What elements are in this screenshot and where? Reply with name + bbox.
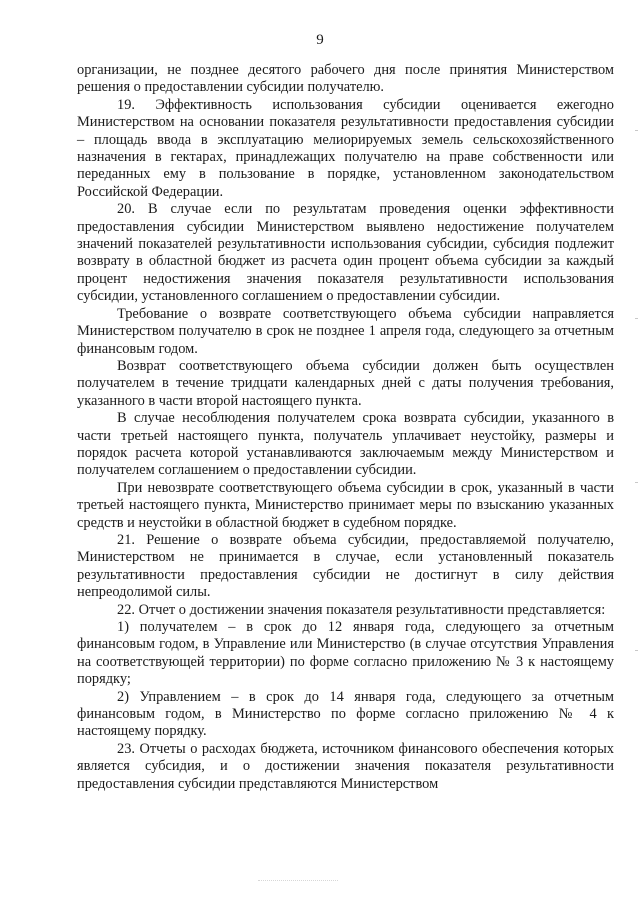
paragraph: 23. Отчеты о расходах бюджета, источником финансового обеспечения которых является субсидия, и о достижении значения показателя результативности предоставления субсидии представляются Министерством (77, 740, 614, 792)
scan-mark (635, 130, 638, 131)
footer-scan-mark (258, 880, 338, 883)
paragraph: В случае несоблюдения получателем срока возврата субсидии, указанного в части третьей настоящего пункта, получатель уплачивает неустойку, размеры и порядок расчета которой устанавливаются заключаемым между Министерством и получателем соглашением о предоставлении субсидии. (77, 410, 614, 479)
scan-mark (635, 482, 638, 483)
paragraph: 20. В случае если по результатам проведения оценки эффективности предоставления субсидии Министерством выявлено недостижение получателем значений показателей результативности использования субсидии, субсидия подлежит возврату в областной бюджет из расчета один процент объема субсидии за каждый процент недостижения значения показателя результативности использования субсидии, установленного соглашением о предоставлении субсидии. (77, 201, 614, 305)
paragraph: 2) Управлением – в срок до 14 января года, следующего за отчетным финансовым годом, в Министерство по форме согласно приложению № 4 к настоящему порядку. (77, 688, 614, 740)
paragraph: Требование о возврате соответствующего объема субсидии направляется Министерством получателю в срок не позднее 1 апреля года, следующего за отчетным финансовым годом. (77, 305, 614, 357)
paragraph: 22. Отчет о достижении значения показателя результативности представляется: (117, 601, 606, 618)
page-number: 9 (316, 32, 324, 48)
paragraph: Возврат соответствующего объема субсидии должен быть осуществлен получателем в течение тридцати календарных дней с даты получения требования, указанного в части второй настоящего пункта. (77, 357, 614, 409)
scan-mark (635, 650, 638, 651)
paragraph: 21. Решение о возврате объема субсидии, предоставляемой получателю, Министерством не принимается в случае, если установленный показатель результативности предоставления субсидии не достигнут в силу действия непреодолимой силы. (77, 531, 614, 601)
document-body (77, 62, 614, 793)
scan-mark (635, 318, 638, 319)
paragraph: 19. Эффективность использования субсидии оценивается ежегодно Министерством на основании показателя результативности предоставления субсидии – площадь ввода в эксплуатацию мелиорируемых земель сельскохозяйственного назначения в гектарах, принадлежащих получателю на праве собственности или переданных ему в пользование в порядке, установленном законодательством Российской Федерации. (77, 96, 614, 200)
paragraph: организации, не позднее десятого рабочего дня после принятия Министерством решения о предоставлении субсидии получателю. (77, 62, 614, 96)
paragraph: 1) получателем – в срок до 12 января года, следующего за отчетным финансовым годом, в Управление или Министерство (в случае отсутствия Управления на соответствующей территории) по форме согласно приложению № 3 к настоящему порядку; (77, 619, 614, 688)
paragraph: При невозврате соответствующего объема субсидии в срок, указанный в части третьей настоящего пункта, Министерство принимает меры по взысканию указанных средств и неустойки в областной бюджет в судебном порядке. (77, 479, 614, 531)
